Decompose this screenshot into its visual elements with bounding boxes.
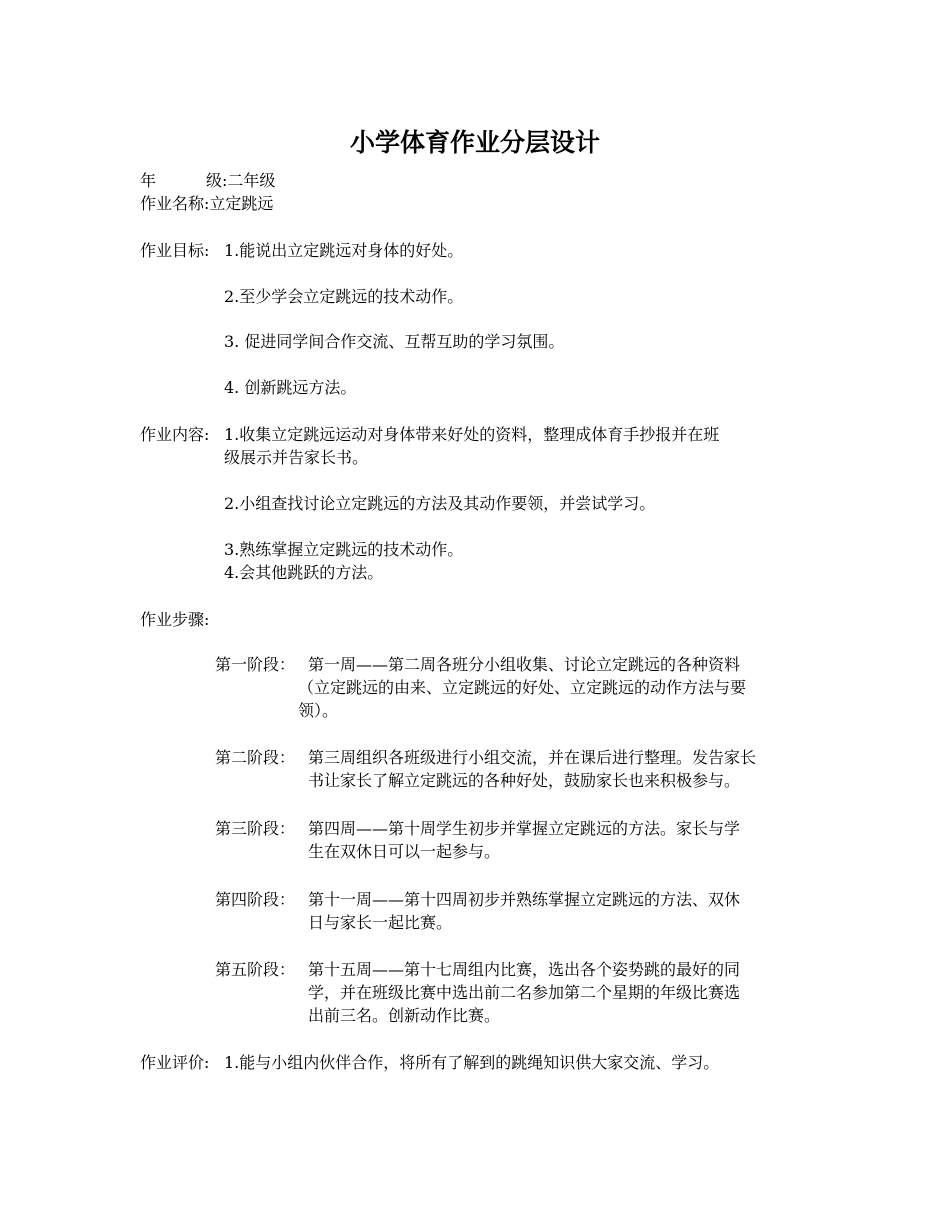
- goal-item: 4. 创新跳远方法。: [224, 378, 357, 397]
- stage-text-line: 第十一周——第十四周初步并熟练掌握立定跳远的方法、双休: [308, 890, 741, 909]
- goal-item: 3. 促进同学间合作交流、互帮互助的学习氛围。: [224, 332, 565, 351]
- stage-text-line: 第一周——第二周各班分小组收集、讨论立定跳远的各种资料: [308, 655, 741, 674]
- stage-label: 第四阶段：: [215, 890, 296, 909]
- content-item-line: 1.收集立定跳远运动对身体带来好处的资料，整理成体育手抄报并在班: [224, 425, 720, 444]
- goal-item: 2.至少学会立定跳远的技术动作。: [224, 287, 464, 306]
- content-item: 4.会其他跳跃的方法。: [224, 563, 384, 582]
- content-item: 2.小组查找讨论立定跳远的方法及其动作要领，并尝试学习。: [224, 494, 656, 513]
- stage-text-line: 出前三名。创新动作比赛。: [308, 1006, 501, 1025]
- grade-label-first-char: 年: [140, 171, 157, 190]
- stage-text-line: 第三周组织各班级进行小组交流，并在课后进行整理。发告家长: [308, 748, 757, 767]
- homework-name-line: 作业名称:立定跳远: [140, 194, 274, 213]
- content-label: 作业内容:: [140, 425, 210, 444]
- goals-label: 作业目标:: [140, 241, 210, 260]
- evaluation-label: 作业评价:: [140, 1053, 210, 1072]
- content-item-line: 级展示并告家长书。: [224, 448, 369, 467]
- steps-label: 作业步骤:: [140, 610, 210, 629]
- grade-line: [140, 169, 275, 192]
- stage-label: 第二阶段：: [215, 748, 296, 767]
- stage-text: [298, 653, 815, 722]
- stage-label: 第一阶段：: [215, 655, 296, 674]
- stage-text-line: 第四周——第十周学生初步并掌握立定跳远的方法。家长与学: [308, 819, 741, 838]
- grade-value: :二年级: [222, 171, 276, 190]
- document-title: 小学体育作业分层设计: [349, 128, 600, 157]
- content-item: 3.熟练掌握立定跳远的技术动作。: [224, 540, 464, 559]
- grade-label-second-char: 级: [206, 171, 223, 190]
- stage-text-line: 日与家长一起比赛。: [308, 913, 453, 932]
- stage-label: 第五阶段：: [215, 960, 296, 979]
- stage-text-line: 生在双休日可以一起参与。: [308, 842, 501, 861]
- stage-text: [308, 958, 815, 1027]
- evaluation-item: 1.能与小组内伙伴合作，将所有了解到的跳绳知识供大家交流、学习。: [224, 1053, 720, 1072]
- stage-text: [308, 817, 815, 863]
- stage-text-line: 学，并在班级比赛中选出前二名参加第二个星期的年级比赛选: [308, 983, 741, 1002]
- stage-text-line: （立定跳远的由来、立定跳远的好处、立定跳远的动作方法与要: [298, 678, 747, 697]
- stage-text: [308, 888, 815, 934]
- stage-text-line: 书让家长了解立定跳远的各种好处，鼓励家长也来积极参与。: [308, 771, 741, 790]
- stage-text-line: 第十五周——第十七周组内比赛，选出各个姿势跳的最好的同: [308, 960, 741, 979]
- stage-text-line: 领）。: [298, 701, 339, 720]
- goal-item: 1.能说出立定跳远对身体的好处。: [224, 241, 464, 260]
- stage-text: [308, 746, 815, 792]
- stage-label: 第三阶段：: [215, 819, 296, 838]
